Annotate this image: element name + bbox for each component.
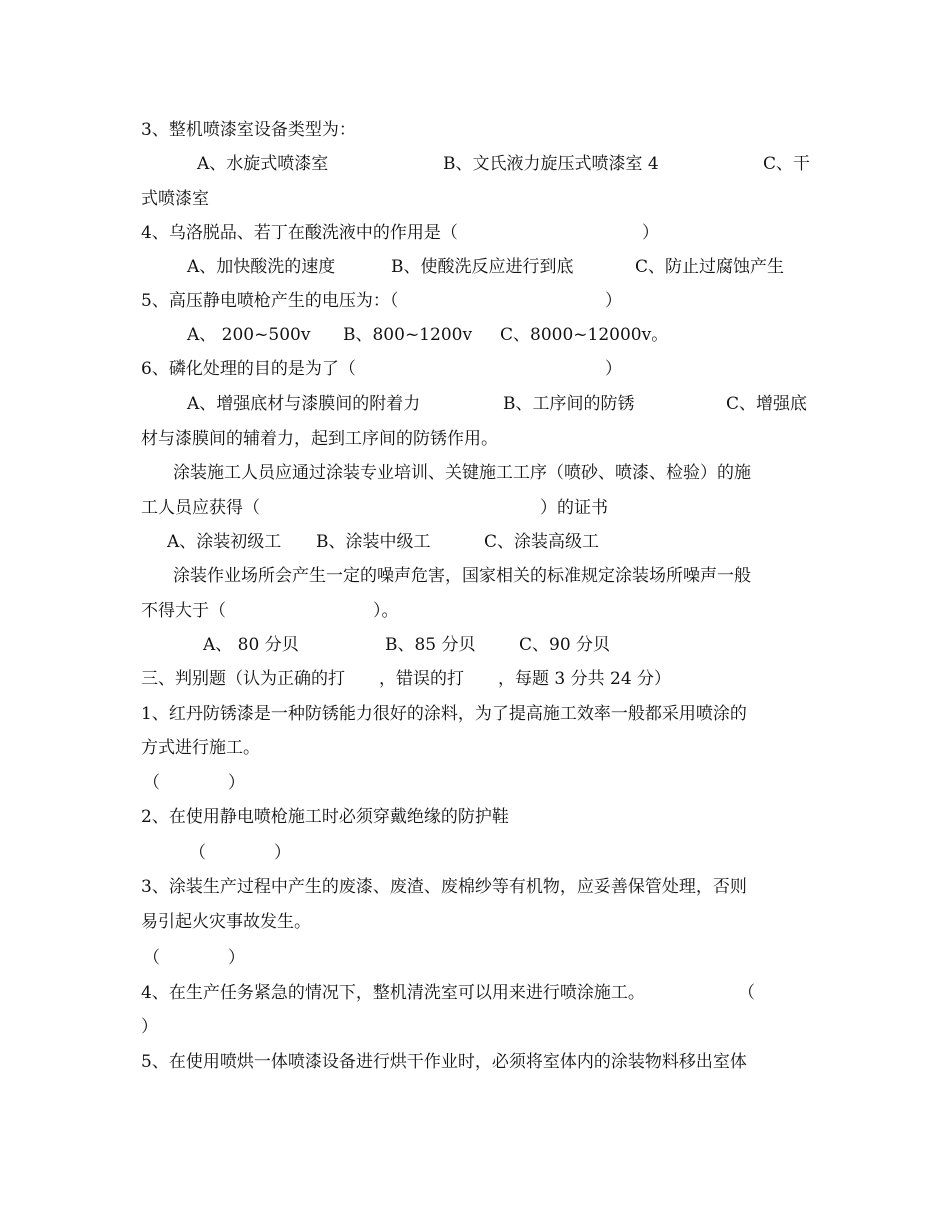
q6-close-paren: ） xyxy=(605,359,622,379)
q8-option-b: B、85 分贝 xyxy=(385,635,476,655)
tf-item-1-answer: （ ） xyxy=(143,773,245,793)
tf-item-3-answer: （ ） xyxy=(143,948,245,968)
tf-item-1-line1: 1、红丹防锈漆是一种防锈能力很好的涂料，为了提高施工效率一般都采用喷涂的 xyxy=(141,704,747,724)
q6-option-a: A、增强底材与漆膜间的附着力 xyxy=(187,394,421,414)
tf-item-4-line1: 4、在生产任务紧急的情况下，整机清洗室可以用来进行喷涂施工。 xyxy=(141,983,645,1003)
q3-option-b: B、文氏液力旋压式喷漆室 4 xyxy=(443,154,659,174)
q4-option-a: A、加快酸洗的速度 xyxy=(187,257,336,277)
q5-close-paren: ） xyxy=(605,291,622,311)
q6-option-c: C、增强底 xyxy=(726,394,808,414)
q7-option-a: A、涂装初级工 xyxy=(167,532,282,552)
q3-option-c-cont: 式喷漆室 xyxy=(141,189,209,209)
q3-option-a: A、水旋式喷漆室 xyxy=(197,154,329,174)
q3-stem: 3、整机喷漆室设备类型为： xyxy=(141,120,356,140)
tf-item-3-line1: 3、涂装生产过程中产生的废漆、废渣、废棉纱等有机物，应妥善保管处理，否则 xyxy=(141,877,747,897)
q8-stem-line2: 不得大于（ xyxy=(141,601,226,621)
q5-option-c: C、8000~12000v。 xyxy=(500,325,669,345)
q8-stem-line1: 涂装作业场所会产生一定的噪声危害，国家相关的标准规定涂装场所噪声一般 xyxy=(173,566,751,586)
q6-stem: 6、磷化处理的目的是为了（ xyxy=(141,359,356,379)
q4-option-c: C、防止过腐蚀产生 xyxy=(635,257,785,277)
q7-stem-line2-end: ）的证书 xyxy=(540,498,608,518)
tf-item-2-line1: 2、在使用静电喷枪施工时必须穿戴绝缘的防护鞋 xyxy=(141,807,509,827)
q6-option-b: B、工序间的防锈 xyxy=(503,394,635,414)
q7-option-b: B、涂装中级工 xyxy=(316,532,431,552)
tf-item-3-line2: 易引起火灾事故发生。 xyxy=(141,912,311,932)
tf-item-1-line2: 方式进行施工。 xyxy=(141,738,260,758)
tf-item-4-open-paren: （ xyxy=(738,983,755,1003)
q3-option-c: C、干 xyxy=(763,154,811,174)
q4-stem: 4、乌洛脱品、若丁在酸洗液中的作用是（ xyxy=(141,223,458,243)
section-three-title: 三、判别题（认为正确的打 ，错误的打 ，每题 3 分共 24 分） xyxy=(141,669,672,689)
tf-item-4-close-paren: ） xyxy=(141,1017,158,1037)
q6-option-c-cont: 材与漆膜间的辅着力，起到工序间的防锈作用。 xyxy=(141,429,498,449)
q5-option-a: A、 200~500v xyxy=(187,325,311,345)
q4-option-b: B、使酸洗反应进行到底 xyxy=(391,257,574,277)
tf-item-5-line1: 5、在使用喷烘一体喷漆设备进行烘干作业时，必须将室体内的涂装物料移出室体 xyxy=(141,1052,747,1072)
q7-stem-line2: 工人员应获得（ xyxy=(141,498,260,518)
q5-stem: 5、高压静电喷枪产生的电压为：（ xyxy=(141,291,399,311)
q8-option-a: A、 80 分贝 xyxy=(203,635,299,655)
q7-stem-line1: 涂装施工人员应通过涂装专业培训、关键施工工序（喷砂、喷漆、检验）的施 xyxy=(173,463,751,483)
tf-item-2-answer: （ ） xyxy=(189,843,291,863)
q8-option-c: C、90 分贝 xyxy=(519,635,611,655)
q8-stem-line2-end: ）。 xyxy=(373,601,399,621)
q5-option-b: B、800~1200v xyxy=(343,325,473,345)
q4-close-paren: ） xyxy=(642,223,659,243)
q7-option-c: C、涂装高级工 xyxy=(484,532,600,552)
